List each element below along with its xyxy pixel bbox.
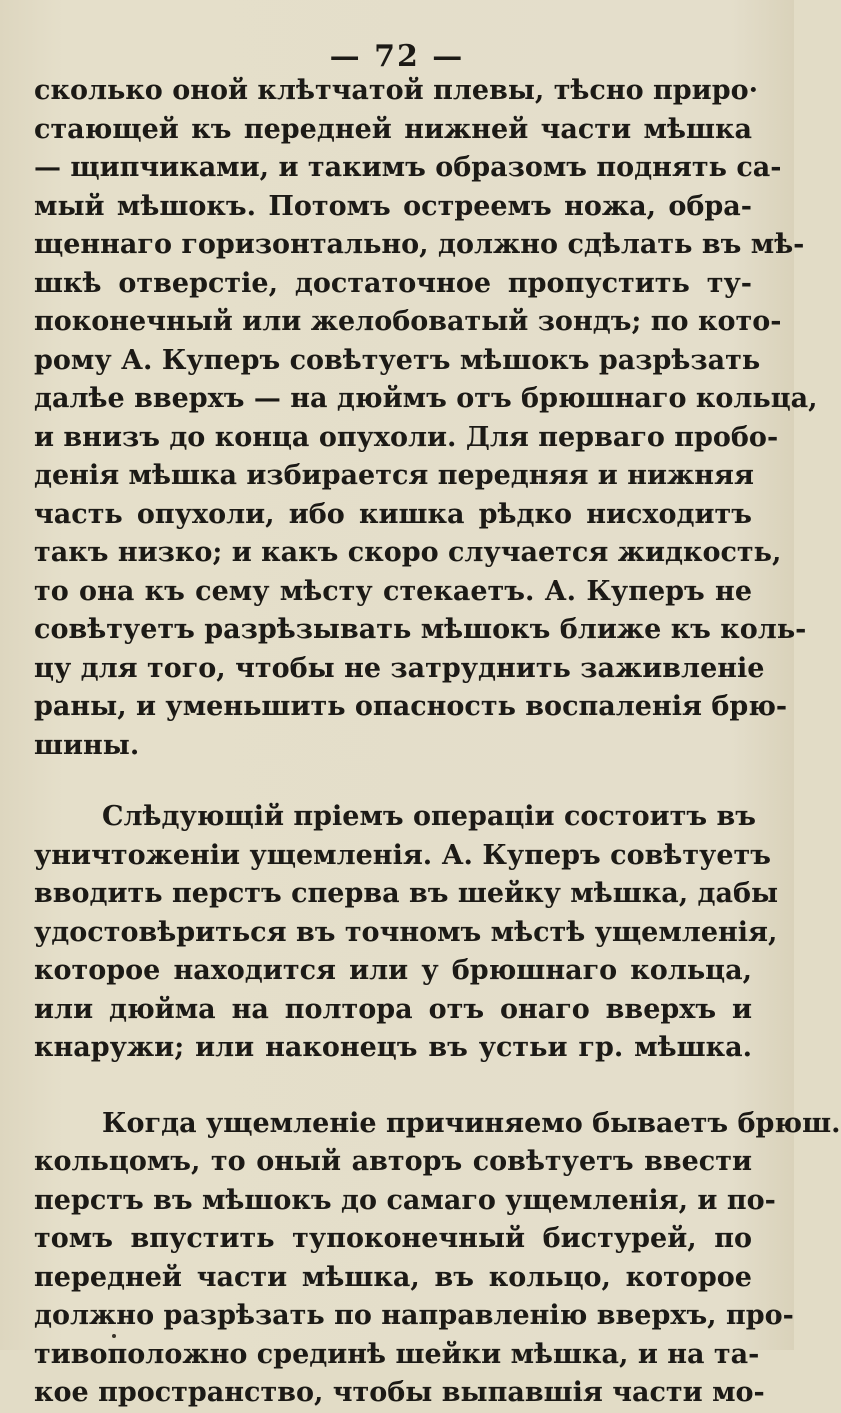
text-line: рому А. Куперъ совѣтуетъ мѣшокъ разрѣзать (34, 344, 761, 376)
text-line: часть опухоли, ибо кишка рѣдко нисходитъ (34, 498, 752, 530)
text-line: далѣе вверхъ — на дюймъ отъ брюшнаго кольца, (34, 383, 818, 414)
paragraph-spacer (34, 765, 752, 798)
text-line: должно разрѣзать по направленію вверхъ, про- (34, 1300, 794, 1331)
text-line: кольцомъ, то оный авторъ совѣтуетъ ввести (34, 1146, 752, 1177)
page-number-header: — 72 — (329, 39, 465, 74)
text-line: стающей къ передней нижней части мѣшка (34, 113, 752, 145)
text-line: то она къ сему мѣсту стекаетъ. А. Куперъ не (34, 575, 752, 607)
text-line: такъ низко; и какъ скоро случается жидкость, (34, 537, 782, 568)
page-body-text (34, 72, 841, 1413)
text-line: поконечный или желобоватый зондъ; по кото- (34, 306, 782, 337)
text-line: вводить перстъ сперва въ шейку мѣшка, дабы (34, 878, 779, 909)
text-line: Слѣдующій пріемъ операціи состоитъ въ (102, 801, 756, 832)
text-line: щеннаго горизонтально, должно сдѣлать въ мѣ- (34, 229, 805, 260)
text-line: — щипчиками, и такимъ образомъ поднять са- (34, 152, 782, 183)
text-line: или дюйма на полтора отъ онаго вверхъ и (34, 993, 752, 1025)
text-line: которое находится или у брюшнаго кольца, (34, 955, 752, 986)
text-line: передней части мѣшка, въ кольцо, которое (34, 1261, 752, 1293)
text-line: тивоположно срединѣ шейки мѣшка, и на та- (34, 1338, 760, 1370)
text-line: мый мѣшокъ. Потомъ остреемъ ножа, обра- (34, 190, 752, 222)
text-line: денія мѣшка избирается передняя и нижняя (34, 460, 754, 491)
text-line: сколько оной клѣтчатой плевы, тѣсно приро· (34, 75, 758, 106)
text-line: томъ впустить тупоконечный бистурей, по (34, 1223, 752, 1254)
text-line: раны, и уменьшить опасность воспаленія брю- (34, 691, 788, 722)
text-line: перстъ въ мѣшокъ до самаго ущемленія, и по- (34, 1184, 776, 1216)
paragraph-1 (34, 72, 818, 765)
text-line: кнаружи; или наконецъ въ устьи гр. мѣшка. (34, 1032, 752, 1063)
paragraph-2 (34, 798, 779, 1068)
paragraph-spacer (34, 1068, 752, 1105)
text-line: совѣтуетъ разрѣзывать мѣшокъ ближе къ коль- (34, 614, 807, 645)
text-line: уничтоженіи ущемленія. А. Куперъ совѣтуетъ (34, 839, 771, 871)
paragraph-3 (34, 1105, 841, 1413)
ink-speck (112, 1334, 116, 1338)
text-line: шины. (34, 729, 140, 761)
text-line: и внизъ до конца опухоли. Для перваго пробо- (34, 421, 779, 453)
text-line: кое пространство, чтобы выпавшія части мо- (34, 1377, 765, 1408)
text-line: Когда ущемленіе причиняемо бываетъ брюш. (102, 1107, 841, 1139)
text-line: удостовѣриться въ точномъ мѣстѣ ущемленія, (34, 916, 778, 948)
text-line: шкѣ отверстіе, достаточное пропустить ту- (34, 267, 752, 299)
text-line: цу для того, чтобы не затруднить заживленіе (34, 652, 765, 684)
